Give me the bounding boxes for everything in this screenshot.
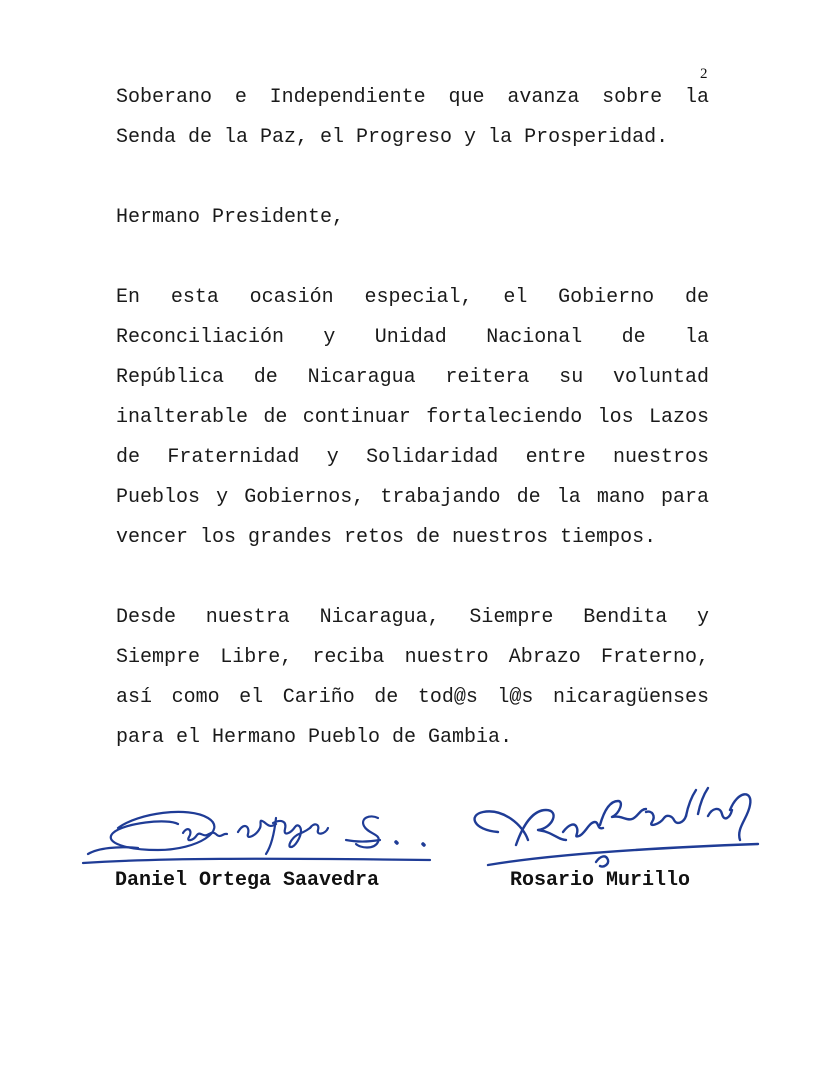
signature-daniel-ortega bbox=[78, 788, 438, 878]
text-line: República de Nicaragua reitera su voluntad bbox=[116, 366, 709, 389]
paragraph-closing-phrase bbox=[116, 78, 709, 158]
text-line: Senda de la Paz, el Progreso y la Prosperidad. bbox=[116, 126, 669, 149]
paragraph-government-message bbox=[116, 278, 709, 558]
text-line: Soberano e Independiente que avanza sobre la bbox=[116, 86, 709, 109]
signer-name-2: Rosario Murillo bbox=[510, 869, 691, 892]
text-line: Siempre Libre, reciba nuestro Abrazo Fraterno, bbox=[116, 646, 709, 669]
signer-name-1: Daniel Ortega Saavedra bbox=[115, 869, 380, 892]
text-line: vencer los grandes retos de nuestros tiempos. bbox=[116, 526, 657, 549]
page-number: 2 bbox=[700, 66, 708, 82]
signature-rosario-murillo bbox=[468, 770, 768, 880]
text-line: Hermano Presidente, bbox=[116, 206, 345, 229]
text-line: inalterable de continuar fortaleciendo los Lazos bbox=[116, 406, 709, 429]
salutation bbox=[116, 198, 709, 238]
text-line: Desde nuestra Nicaragua, Siempre Bendita y bbox=[116, 606, 709, 629]
text-line: de Fraternidad y Solidaridad entre nuestros bbox=[116, 446, 709, 469]
paragraph-farewell bbox=[116, 598, 709, 758]
text-line: así como el Cariño de tod@s l@s nicaragüenses bbox=[116, 686, 709, 709]
text-line: Reconciliación y Unidad Nacional de la bbox=[116, 326, 709, 349]
text-line: En esta ocasión especial, el Gobierno de bbox=[116, 286, 709, 309]
text-line: Pueblos y Gobiernos, trabajando de la mano para bbox=[116, 486, 709, 509]
text-line: para el Hermano Pueblo de Gambia. bbox=[116, 726, 513, 749]
